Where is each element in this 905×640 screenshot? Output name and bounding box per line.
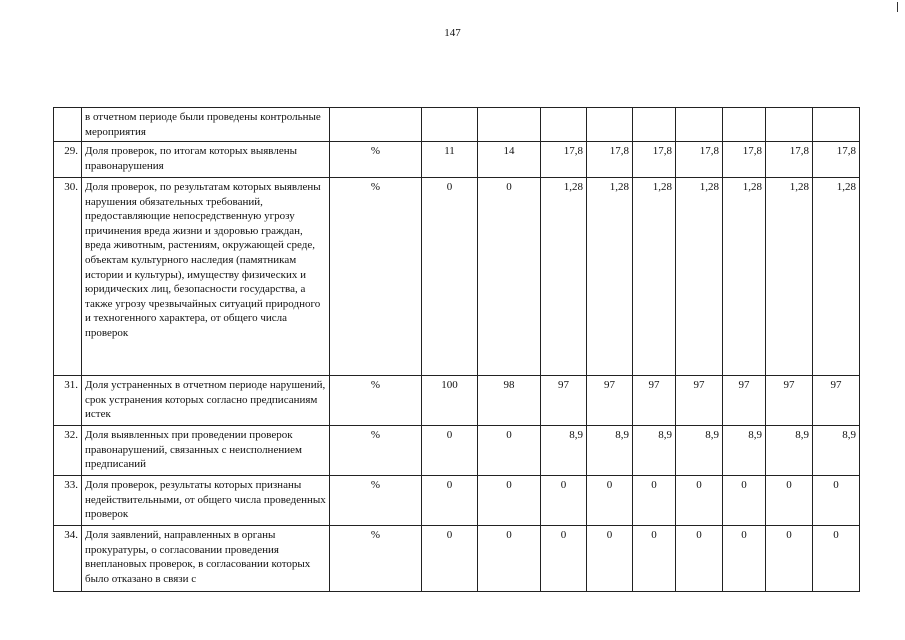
value-cell: 0 bbox=[813, 526, 860, 592]
value-cell: 0 bbox=[422, 178, 478, 376]
value-cell: 97 bbox=[766, 376, 813, 426]
value-cell: 0 bbox=[766, 526, 813, 592]
value-cell: 97 bbox=[541, 376, 587, 426]
value-cell: 0 bbox=[478, 178, 541, 376]
value-cell: 0 bbox=[541, 476, 587, 526]
value-cell: 0 bbox=[422, 526, 478, 592]
value-cell: 1,28 bbox=[723, 178, 766, 376]
unit-cell: % bbox=[330, 476, 422, 526]
value-cell: 97 bbox=[633, 376, 676, 426]
row-number: 33. bbox=[54, 476, 82, 526]
value-cell: 97 bbox=[587, 376, 633, 426]
row-number-cell bbox=[54, 108, 82, 142]
value-cell bbox=[633, 108, 676, 142]
value-cell: 0 bbox=[723, 476, 766, 526]
indicator-description: Доля проверок, результаты которых признаны недействительными, от общего числа проведенных проверок bbox=[82, 476, 330, 526]
value-cell: 17,8 bbox=[676, 142, 723, 178]
value-cell: 1,28 bbox=[541, 178, 587, 376]
table-row-32 bbox=[54, 426, 860, 476]
value-cell: 8,9 bbox=[723, 426, 766, 476]
value-cell: 8,9 bbox=[587, 426, 633, 476]
indicator-description: Доля устраненных в отчетном периоде нарушений, срок устранения которых согласно предписаниям истек bbox=[82, 376, 330, 426]
value-cell: 1,28 bbox=[587, 178, 633, 376]
value-cell: 8,9 bbox=[541, 426, 587, 476]
value-cell: 0 bbox=[478, 426, 541, 476]
value-cell bbox=[676, 108, 723, 142]
row-number: 30. bbox=[54, 178, 82, 376]
value-cell: 8,9 bbox=[676, 426, 723, 476]
value-cell: 0 bbox=[676, 476, 723, 526]
indicator-description: Доля заявлений, направленных в органы прокуратуры, о согласовании проведения внеплановых проверок, в согласовании которых было отказано в связи с bbox=[82, 526, 330, 592]
table-row-33 bbox=[54, 476, 860, 526]
edge-mark bbox=[897, 2, 898, 12]
value-cell: 17,8 bbox=[723, 142, 766, 178]
value-cell: 17,8 bbox=[766, 142, 813, 178]
indicator-description: Доля выявленных при проведении проверок правонарушений, связанных с неисполнением предписаний bbox=[82, 426, 330, 476]
unit-cell: % bbox=[330, 142, 422, 178]
value-cell: 0 bbox=[478, 476, 541, 526]
value-cell: 0 bbox=[587, 526, 633, 592]
row-number: 29. bbox=[54, 142, 82, 178]
unit-cell: % bbox=[330, 178, 422, 376]
value-cell: 11 bbox=[422, 142, 478, 178]
value-cell: 97 bbox=[676, 376, 723, 426]
indicator-description: в отчетном периоде были проведены контрольные мероприятия bbox=[82, 108, 330, 142]
table-row-29 bbox=[54, 142, 860, 178]
unit-cell: % bbox=[330, 526, 422, 592]
value-cell: 8,9 bbox=[813, 426, 860, 476]
value-cell: 1,28 bbox=[813, 178, 860, 376]
table-row-31 bbox=[54, 376, 860, 426]
value-cell: 1,28 bbox=[766, 178, 813, 376]
value-cell: 0 bbox=[587, 476, 633, 526]
unit-cell: % bbox=[330, 426, 422, 476]
value-cell: 8,9 bbox=[766, 426, 813, 476]
value-cell bbox=[541, 108, 587, 142]
row-number: 31. bbox=[54, 376, 82, 426]
value-cell: 100 bbox=[422, 376, 478, 426]
value-cell: 17,8 bbox=[587, 142, 633, 178]
row-number: 34. bbox=[54, 526, 82, 592]
value-cell: 1,28 bbox=[633, 178, 676, 376]
unit-cell bbox=[330, 108, 422, 142]
table-row-34 bbox=[54, 526, 860, 592]
value-cell: 98 bbox=[478, 376, 541, 426]
indicators-table bbox=[53, 107, 860, 592]
value-cell: 0 bbox=[633, 526, 676, 592]
indicator-description: Доля проверок, по результатам которых выявлены нарушения обязательных требований, предоставляющие непосредственную угрозу причинения вреда жизни и здоровью граждан, вреда животным, растениям, окружающей среде, объектам культурного наследия (памятникам истории и культуры), имуществу физических и юридических лиц, безопасности государства, а также угрозу чрезвычайных ситуаций природного и техногенного характера, от общего числа проверок bbox=[82, 178, 330, 376]
value-cell bbox=[587, 108, 633, 142]
table-row-30 bbox=[54, 178, 860, 376]
value-cell: 0 bbox=[723, 526, 766, 592]
value-cell: 17,8 bbox=[633, 142, 676, 178]
value-cell: 0 bbox=[422, 476, 478, 526]
value-cell bbox=[422, 108, 478, 142]
value-cell: 0 bbox=[422, 426, 478, 476]
row-number: 32. bbox=[54, 426, 82, 476]
value-cell: 17,8 bbox=[813, 142, 860, 178]
value-cell: 0 bbox=[766, 476, 813, 526]
value-cell: 0 bbox=[676, 526, 723, 592]
value-cell: 1,28 bbox=[676, 178, 723, 376]
value-cell: 0 bbox=[813, 476, 860, 526]
value-cell: 14 bbox=[478, 142, 541, 178]
value-cell bbox=[813, 108, 860, 142]
value-cell: 0 bbox=[633, 476, 676, 526]
value-cell bbox=[766, 108, 813, 142]
value-cell: 17,8 bbox=[541, 142, 587, 178]
value-cell: 0 bbox=[478, 526, 541, 592]
unit-cell: % bbox=[330, 376, 422, 426]
value-cell: 0 bbox=[541, 526, 587, 592]
value-cell: 97 bbox=[813, 376, 860, 426]
value-cell bbox=[723, 108, 766, 142]
value-cell bbox=[478, 108, 541, 142]
page-number: 147 bbox=[444, 27, 461, 39]
value-cell: 97 bbox=[723, 376, 766, 426]
value-cell: 8,9 bbox=[633, 426, 676, 476]
table-row-continuation bbox=[54, 108, 860, 142]
indicator-description: Доля проверок, по итогам которых выявлены правонарушения bbox=[82, 142, 330, 178]
